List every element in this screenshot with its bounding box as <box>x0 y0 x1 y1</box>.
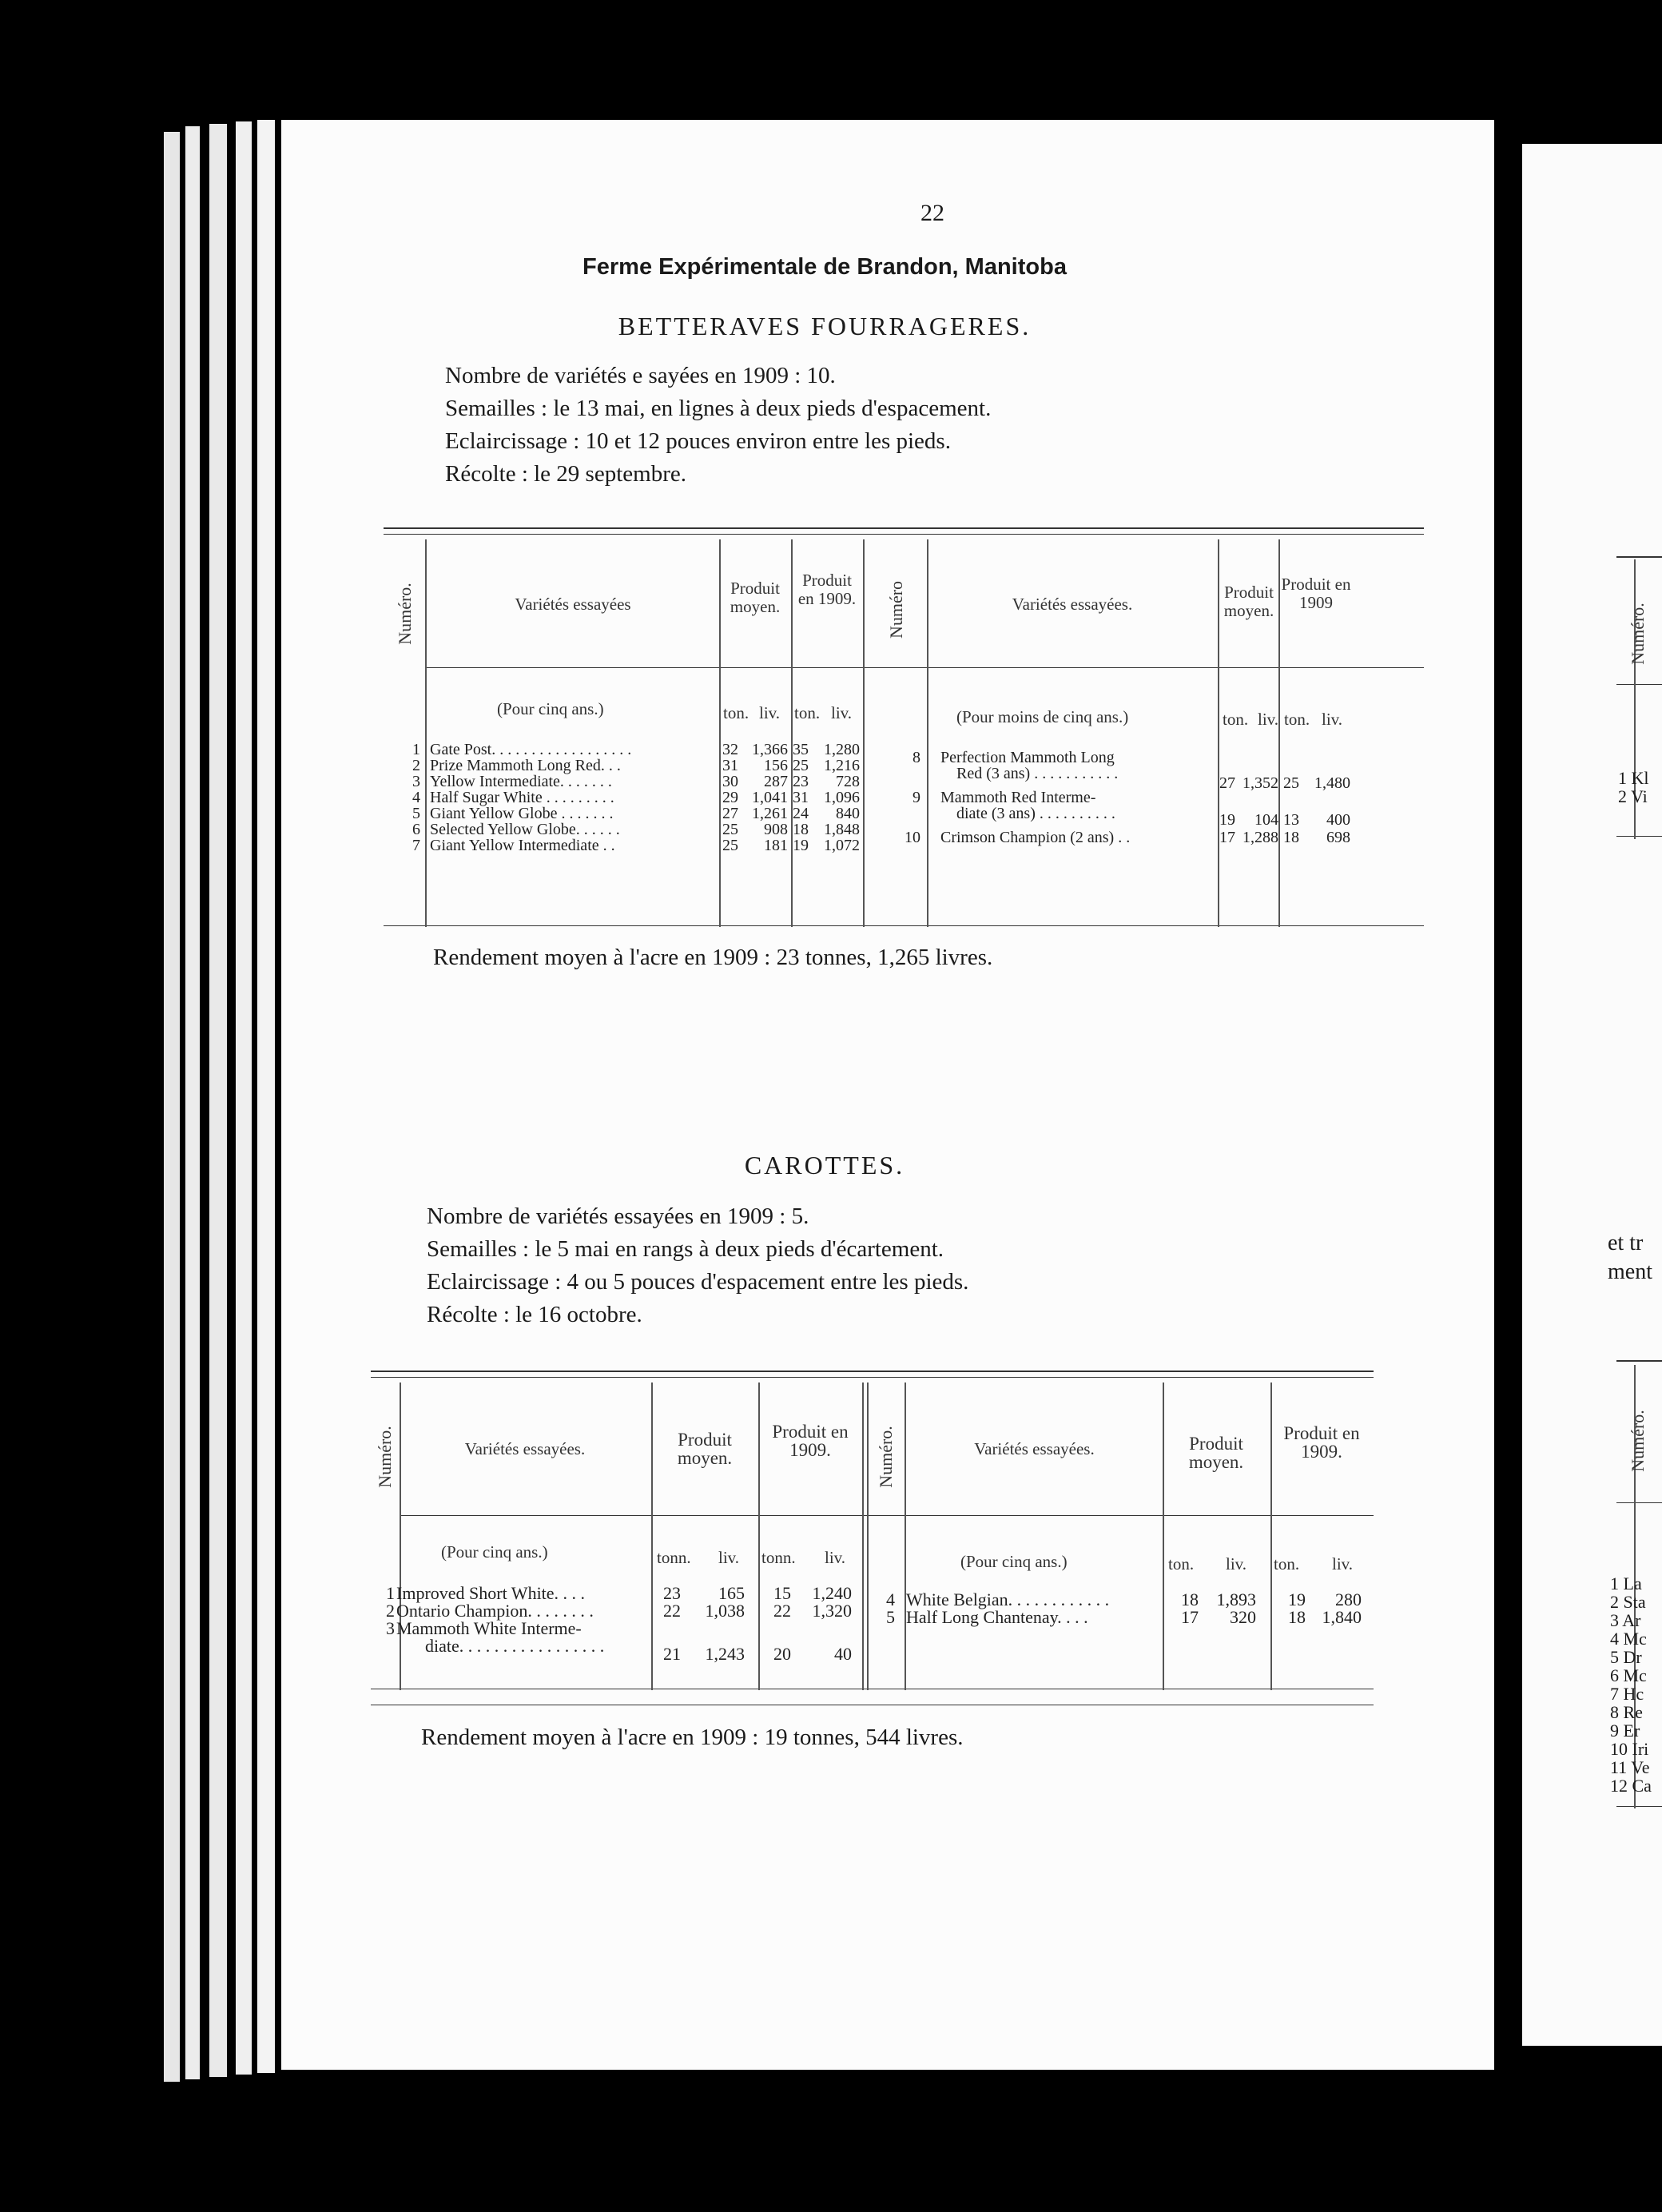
subhead-liv: liv. <box>831 703 853 722</box>
beets-title: BETTERAVES FOURRAGERES. <box>618 312 1032 340</box>
adjacent-numero-header: Numéro. <box>1628 1410 1648 1472</box>
col-header-produit-moyen-right: Produit moyen. <box>1223 583 1274 620</box>
subhead-liv: liv. <box>1322 710 1343 729</box>
subhead-liv: liv. <box>1332 1554 1354 1573</box>
beets-info <box>445 360 991 491</box>
page-number: 22 <box>920 200 944 226</box>
col-header-produit-1909-right: Produit en 1909 <box>1281 575 1351 612</box>
subhead-right-group: (Pour moins de cinq ans.) <box>956 707 1129 726</box>
adjacent-page <box>1522 144 1662 2046</box>
info-line: Semailles : le 13 mai, en lignes à deux pieds d'espacement. <box>445 396 992 421</box>
col-header-produit-1909-right: Produit en 1909. <box>1283 1423 1360 1462</box>
info-line: Nombre de variétés essayées en 1909 : 5. <box>427 1203 809 1229</box>
info-line: Eclaircissage : 10 et 12 pouces environ entre les pieds. <box>445 428 951 454</box>
col-header-varietes: Variétés essayées. <box>464 1439 586 1458</box>
page-edge <box>257 120 275 2073</box>
book-page: 22 Ferme Expérimentale de Brandon, Manitoba BETTERAVES FOURRAGERES. Nombre de variétés e sayées en 1909 : 10. Semailles : le 13 mai, en lignes à deux pieds d'espacement. Eclaircissage : 10 et 12 pouces environ entre les pieds. Récolte : le 29 septembre. Numéro. Variétés essayées Produit moyen. Produit en 1909. Numéro Variétés essayées. Produit moyen. Produit en 1909 (Pour cinq ans.) ton. liv. ton. liv. (Pour moins de cinq ans.) ton. liv. ton. liv. 1 Gate Post. . . . . . . . . . . . . . . . . . 32 1,366 35 1,280 2 Prize Mammoth Long Red. . . 31 156 25 1,216 3 Yellow Intermediate. . . . . . . 30 287 23 728 4 Half Sugar White . . . . . . . . . 29 1,041 31 1,096 5 Giant Yellow Globe . . . . . . . 27 1,261 24 840 6 Selected Yellow Globe. . . . . . 25 908 18 1,848 7 Giant Yellow Intermediate . . 25 181 19 1,072 8 Perfection Mammoth Long Red (3 ans) . . . . . . . . . . . 27 1,352 25 1,480 9 Mammoth Red Interme- diate (3 ans) . . . . . . . . . . 19 104 13 400 10 Crimson Champion (2 ans) . . 17 1,288 18 698 Rendement moyen à l'acre en 1909 : 23 tonnes, 1,265 livres. CAROTTES. Nombre de variétés essayées en 1909 : 5. Semailles : le 5 mai en rangs à deux pieds d'écartement. Eclaircissage : 4 ou 5 pouces d'espacement entre les pieds. Récolte : le 16 octobre. Numéro. Variétés essayées. Produit moyen. Produit en 1909. Numéro. Variétés essayées. Produit moyen. Produit en 1909. (Pour cinq ans.) tonn. liv. tonn. liv. (Pour cinq ans.) ton. liv. ton. liv. 1 Improved Short White. . . . 23 165 15 1,240 2 Ontario Champion. . . . . . . . 22 1,038 22 1,320 3 Mammoth White Interme- diate. . . . . . . . . . . . . . . . . 21 1,243 20 40 4 White Belgian. . . . . . . . . . . . 18 1,893 19 280 5 Half Long Chantenay. . . . 17 320 18 1,840 Rendement moyen à l'acre en 1909 : 19 tonnes, 544 livres. <box>281 120 1494 2070</box>
subhead-left-group: (Pour cinq ans.) <box>441 1542 548 1562</box>
col-header-numero-right: Numéro <box>886 580 906 639</box>
subhead-ton: ton. <box>1274 1554 1300 1573</box>
info-line: Récolte : le 16 octobre. <box>427 1302 642 1327</box>
subhead-liv: liv. <box>759 703 781 722</box>
adjacent-numero-header: Numéro. <box>1628 603 1648 665</box>
col-header-numero: Numéro. <box>375 1426 395 1488</box>
subhead-ton: ton. <box>794 703 821 722</box>
col-header-produit-moyen-right: Produit moyen. <box>1188 1434 1244 1472</box>
beets-yield-note: Rendement moyen à l'acre en 1909 : 23 tonnes, 1,265 livres. <box>433 945 993 970</box>
subhead-ton: ton. <box>1168 1554 1195 1573</box>
farm-title: Ferme Expérimentale de Brandon, Manitoba <box>582 254 1067 280</box>
info-line: Récolte : le 29 septembre. <box>445 461 686 487</box>
subhead-liv: liv. <box>718 1548 740 1567</box>
page-edge <box>185 126 200 2079</box>
info-line: Nombre de variétés e sayées en 1909 : 10. <box>445 363 836 388</box>
subhead-liv: liv. <box>1258 710 1279 729</box>
subhead-right-group: (Pour cinq ans.) <box>960 1552 1068 1571</box>
col-header-produit-moyen: Produit moyen. <box>677 1430 733 1468</box>
info-line: Eclaircissage : 4 ou 5 pouces d'espacement entre les pieds. <box>427 1269 969 1295</box>
carrots-title: CAROTTES. <box>744 1151 905 1180</box>
subhead-tonn: tonn. <box>657 1548 691 1567</box>
adjacent-text-line: ment <box>1608 1259 1652 1284</box>
carrots-yield-note: Rendement moyen à l'acre en 1909 : 19 tonnes, 544 livres. <box>421 1725 964 1750</box>
subhead-liv: liv. <box>825 1548 846 1567</box>
adjacent-list-2: 1 La 2 Sta 3 Ar 4 Mc 5 Dr 6 Mc 7 Hc 8 Re 9 Er 10 Iri 11 Ve 12 Ca <box>1610 1573 1652 1796</box>
col-header-numero-right: Numéro. <box>876 1426 896 1488</box>
adjacent-list-1: 1 Kl 2 Vi <box>1618 768 1649 806</box>
adjacent-text-line: et tr <box>1608 1231 1644 1255</box>
col-header-produit-moyen: Produit moyen. <box>730 579 781 616</box>
col-header-numero: Numéro. <box>395 583 415 645</box>
page-edge <box>164 132 180 2082</box>
page-edge <box>209 124 227 2077</box>
subhead-left-group: (Pour cinq ans.) <box>497 699 604 718</box>
page-edge <box>236 121 252 2075</box>
col-header-varietes-right: Variétés essayées. <box>1012 595 1133 614</box>
col-header-varietes-right: Variétés essayées. <box>974 1439 1095 1458</box>
col-header-produit-1909: Produit en 1909. <box>772 1422 849 1460</box>
col-header-produit-1909: Produit en 1909. <box>797 571 857 608</box>
subhead-ton: ton. <box>723 703 749 722</box>
col-header-varietes: Variétés essayées <box>515 595 631 614</box>
subhead-tonn: tonn. <box>761 1548 796 1567</box>
subhead-liv: liv. <box>1226 1554 1247 1573</box>
info-line: Semailles : le 5 mai en rangs à deux pieds d'écartement. <box>427 1236 944 1262</box>
subhead-ton: ton. <box>1223 710 1249 729</box>
subhead-ton: ton. <box>1284 710 1310 729</box>
carrots-info <box>427 1200 968 1331</box>
